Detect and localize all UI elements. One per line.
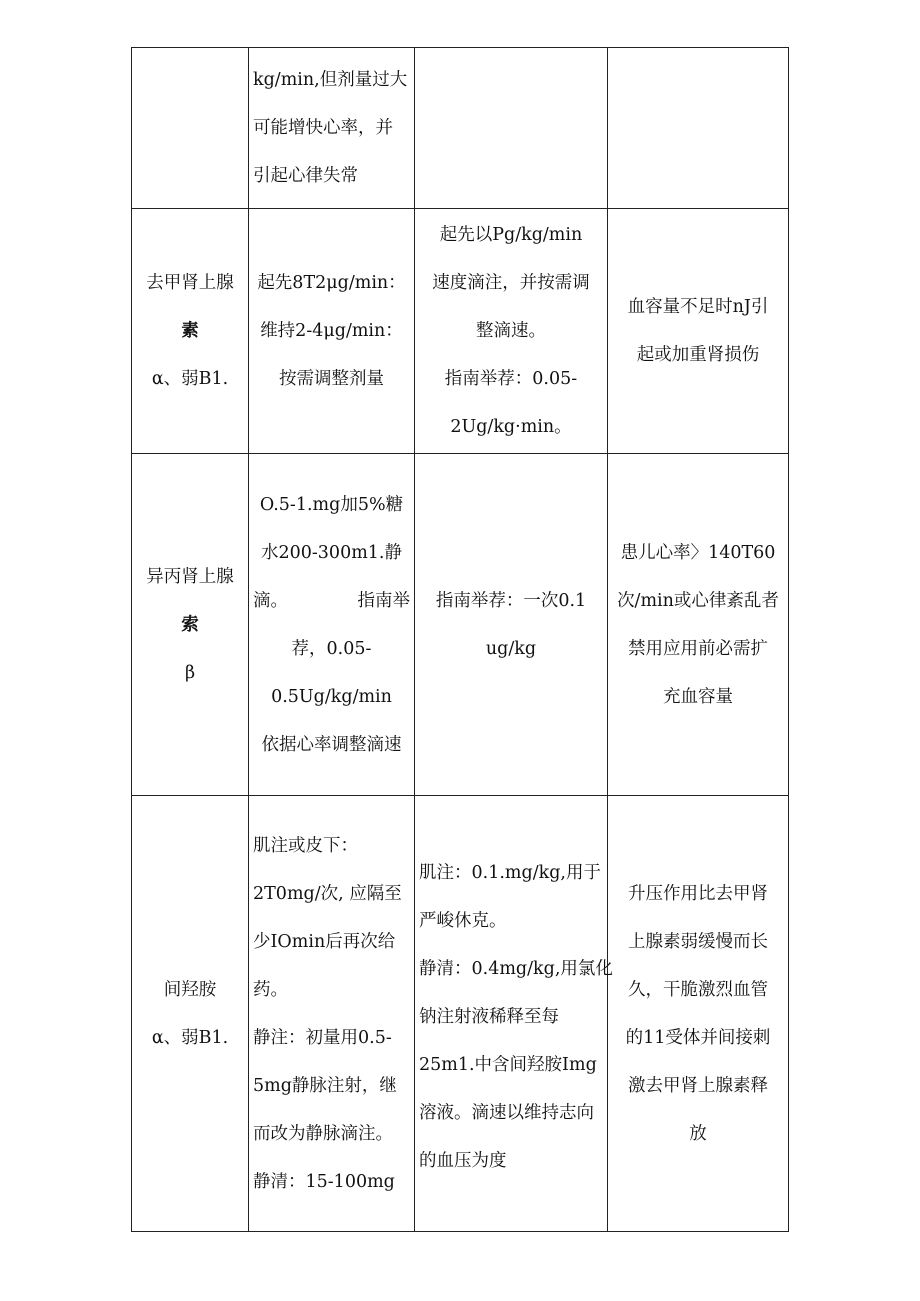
guide-line: 静清：0.4mg/kg,用氯化 [419, 958, 613, 979]
guide-line: 起先以Pg/kg/min [439, 225, 583, 245]
guide-line: 2Ug/kg·min。 [450, 417, 572, 437]
guide-line: 溶液。滴速以维持志向 [419, 1102, 594, 1123]
guide-line: ug/kg [485, 638, 537, 659]
note-line: 久，干脆激烈血管 [628, 979, 768, 1000]
dose-line: 2T0mg/次, 应隔至 [253, 883, 402, 904]
note-cell [608, 48, 789, 209]
dose-cell [249, 209, 415, 454]
dose-line: 指南举 [357, 590, 410, 611]
drug-name-line: 间羟胺 [163, 979, 217, 1000]
guide-line: 指南举荐：0.05- [444, 369, 578, 389]
dose-line: kg/min,但剂量过大 [253, 70, 408, 90]
drug-dosage-table [131, 47, 789, 1232]
drug-name-line: 索 [181, 614, 199, 635]
note-cell [608, 796, 789, 1232]
note-line: 放 [689, 1123, 707, 1144]
note-line: 的11受体并间接刺 [625, 1027, 771, 1048]
note-line: 次/min或心律紊乱者 [617, 590, 779, 611]
table-row [132, 454, 789, 796]
receptor-label: α、弱B1. [151, 1027, 229, 1048]
guide-line: 的血压为度 [419, 1150, 507, 1171]
dose-line: 按需调整剂量 [279, 369, 384, 389]
drug-cell [132, 209, 249, 454]
note-line: 患儿心率〉140T60 [620, 542, 776, 563]
guide-line: 钠注射液稀释至每 [419, 1006, 559, 1027]
note-line: 上腺素弱缓慢而长 [628, 931, 768, 952]
dose-line: 荐，0.05- [291, 638, 372, 659]
dose-line: 药。 [253, 979, 288, 1000]
table-row [132, 209, 789, 454]
note-line: 充血容量 [663, 686, 733, 707]
drug-cell [132, 796, 249, 1232]
dose-line: 5mg静脉注射，继 [253, 1075, 397, 1096]
dose-line: 维持2-4μg/min： [260, 321, 403, 341]
dose-line: 少IOmin后再次给 [253, 931, 396, 952]
drug-cell [132, 48, 249, 209]
guide-cell [415, 209, 608, 454]
table-row [132, 796, 789, 1232]
dose-line: 起先8T2μg/min： [257, 273, 406, 293]
dose-cell [249, 454, 415, 796]
dose-cell [249, 796, 415, 1232]
dose-line: 依据心率调整滴速 [261, 734, 402, 755]
guide-line: 指南举荐：一次0.1 [435, 590, 587, 611]
guide-cell [415, 796, 613, 1232]
dose-line-pair [253, 577, 410, 625]
drug-name-line: 异丙肾上腺 [146, 566, 234, 587]
dose-cell [249, 48, 415, 209]
dose-line: 静清：15-100mg [253, 1171, 395, 1192]
receptor-label: α、弱B1. [151, 369, 229, 389]
note-line: 血容量不足时nJ引 [627, 297, 769, 317]
guide-line: 25m1.中含间羟胺Img [419, 1054, 597, 1075]
receptor-label: β [184, 662, 196, 683]
dose-line: 可能增快心率，并 [253, 118, 393, 138]
guide-line: 严峻休克。 [419, 910, 507, 931]
drug-name-line: 去甲肾上腺 [146, 273, 234, 293]
dose-line: 滴。 [253, 590, 288, 611]
note-line: 起或加重肾损伤 [636, 345, 760, 365]
dose-line: 肌注或皮下： [253, 835, 358, 856]
note-cell [608, 209, 789, 454]
dose-line: 水200-300m1.静 [260, 542, 402, 563]
guide-cell [415, 454, 608, 796]
table-row [132, 48, 789, 209]
dose-line: 0.5Ug/kg/min [271, 686, 392, 707]
guide-line: 肌注：0.1.mg/kg,用于 [419, 862, 601, 883]
note-line: 激去甲肾上腺素释 [628, 1075, 768, 1096]
drug-cell [132, 454, 249, 796]
dose-line: 引起心律失常 [253, 166, 358, 186]
guide-cell [415, 48, 608, 209]
dose-line: 静注：初量用0.5- [253, 1027, 392, 1048]
note-cell [608, 454, 789, 796]
guide-line: 速度滴注，并按需调 [432, 273, 590, 293]
dose-line: O.5-1.mg加5%糖 [259, 494, 404, 515]
dose-line: 而改为静脉滴注。 [253, 1123, 393, 1144]
guide-line: 整滴速。 [476, 321, 546, 341]
drug-name-line: 素 [181, 321, 199, 341]
note-line: 升压作用比去甲肾 [628, 883, 768, 904]
note-line: 禁用应用前必需扩 [628, 638, 768, 659]
